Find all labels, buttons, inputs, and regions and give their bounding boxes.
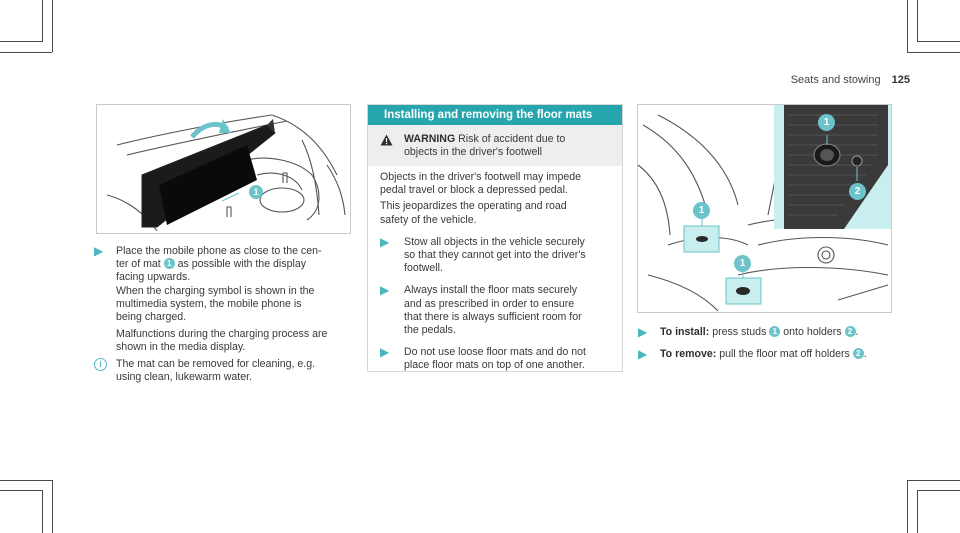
text-line: Place the mobile phone as close to the cen- <box>116 245 322 257</box>
footwell-drawing <box>638 105 891 312</box>
crop-mark <box>0 480 52 481</box>
callout-1: 1 <box>734 255 751 272</box>
text-line: Always install the floor mats securely <box>404 284 578 297</box>
text-part: onto holders <box>780 326 845 338</box>
panel-title: Installing and removing the floor mats <box>368 105 622 125</box>
crop-mark <box>52 480 53 533</box>
hazard-description <box>380 171 612 197</box>
warning-text <box>380 133 612 159</box>
callout-1: 1 <box>693 202 710 219</box>
text-part: pull the floor mat off holders <box>716 348 853 361</box>
text-line: Objects in the driver's footwell may impede <box>380 171 582 183</box>
floor-mats-panel <box>367 104 623 372</box>
floor-mat-illustration <box>637 104 892 313</box>
text-line: The mat can be removed for cleaning, e.g. <box>116 357 316 370</box>
bullet-arrow-icon: ▶ <box>380 234 390 249</box>
callout-1: 1 <box>249 185 263 199</box>
page-number: 125 <box>891 74 910 86</box>
bullet-no-loose-mats <box>380 346 612 372</box>
crop-mark <box>918 41 960 42</box>
text-line: When the charging symbol is shown in the <box>116 284 315 297</box>
info-text <box>116 358 359 384</box>
panel-body <box>368 166 622 373</box>
callout-2: 2 <box>845 326 856 337</box>
crop-mark <box>52 0 53 52</box>
charging-mat-illustration <box>96 104 351 234</box>
text-line: using clean, lukewarm water. <box>116 370 253 383</box>
callout-1: 1 <box>769 326 780 337</box>
left-content <box>94 245 359 384</box>
crop-mark <box>907 52 960 53</box>
text-part: . <box>855 326 859 338</box>
bullet-stow-objects <box>380 236 612 276</box>
text-line: footwell. <box>404 262 443 275</box>
warning-box <box>368 125 622 166</box>
crop-mark <box>42 490 43 533</box>
callout-1: 1 <box>164 258 175 269</box>
install-label: To install: <box>660 326 710 338</box>
text-line: so that they cannot get into the driver's <box>404 249 586 262</box>
warning-icon <box>380 134 393 146</box>
crop-mark <box>907 0 908 52</box>
text-line: This jeopardizes the operating and road <box>380 200 567 213</box>
page-header <box>791 74 910 86</box>
text-line: being charged. <box>116 311 187 324</box>
hazard-consequence <box>380 200 612 226</box>
bullet-arrow-icon: ▶ <box>638 347 648 362</box>
text-line: safety of the vehicle. <box>380 213 477 226</box>
crop-mark <box>907 480 960 481</box>
bullet-line <box>116 245 359 324</box>
remove-step <box>660 348 898 361</box>
text-line: pedal travel or block a depressed pedal. <box>380 184 568 197</box>
text-line: shown in the media display. <box>116 341 246 354</box>
text-line: that there is always sufficient room for <box>404 310 582 323</box>
install-step <box>660 326 898 339</box>
bullet-place-phone <box>94 245 359 355</box>
text-part: press studs <box>709 326 770 338</box>
warning-label: WARNING <box>404 133 456 145</box>
crop-mark <box>917 0 918 42</box>
crop-mark <box>918 490 960 491</box>
info-note <box>94 358 359 384</box>
crop-mark <box>907 480 908 533</box>
crop-mark <box>42 0 43 42</box>
bullet-install-securely <box>380 284 612 337</box>
text-line: multimedia system, the mobile phone is <box>116 297 302 310</box>
info-icon: i <box>94 358 107 371</box>
crop-mark <box>0 41 42 42</box>
callout-2: 2 <box>849 183 866 200</box>
text-line: Do not use loose floor mats and do not <box>404 346 586 359</box>
remove-label: To remove: <box>660 348 717 361</box>
crop-mark <box>917 490 918 533</box>
bullet-arrow-icon: ▶ <box>380 345 390 360</box>
text-line: Malfunctions during the charging process are <box>116 328 328 341</box>
text-part: . <box>863 348 867 361</box>
text-line: as possible with the display <box>174 258 307 271</box>
malfunction-note <box>116 328 359 354</box>
bullet-arrow-icon: ▶ <box>94 244 104 258</box>
bullet-text <box>404 284 612 337</box>
text-line: ter of mat <box>116 258 164 271</box>
right-content <box>638 326 898 361</box>
console-drawing <box>97 105 350 233</box>
crop-mark <box>0 490 42 491</box>
warning-line: objects in the driver's footwell <box>404 146 543 158</box>
text-line: facing upwards. <box>116 271 191 284</box>
bullet-install <box>638 326 898 339</box>
bullet-text <box>404 236 612 276</box>
crop-mark <box>0 52 52 53</box>
bullet-remove <box>638 348 898 361</box>
callout-1: 1 <box>818 114 835 131</box>
bullet-arrow-icon: ▶ <box>380 283 390 298</box>
text-line: place floor mats on top of one another. <box>404 359 585 372</box>
text-line: and as prescribed in order to ensure <box>404 297 575 310</box>
warning-line: Risk of accident due to <box>455 133 566 145</box>
callout-2: 2 <box>853 348 864 359</box>
text-line: the pedals. <box>404 324 456 337</box>
text-line: Stow all objects in the vehicle securely <box>404 235 585 248</box>
bullet-arrow-icon: ▶ <box>638 325 648 339</box>
bullet-text <box>404 346 612 372</box>
section-title: Seats and stowing <box>790 74 881 86</box>
